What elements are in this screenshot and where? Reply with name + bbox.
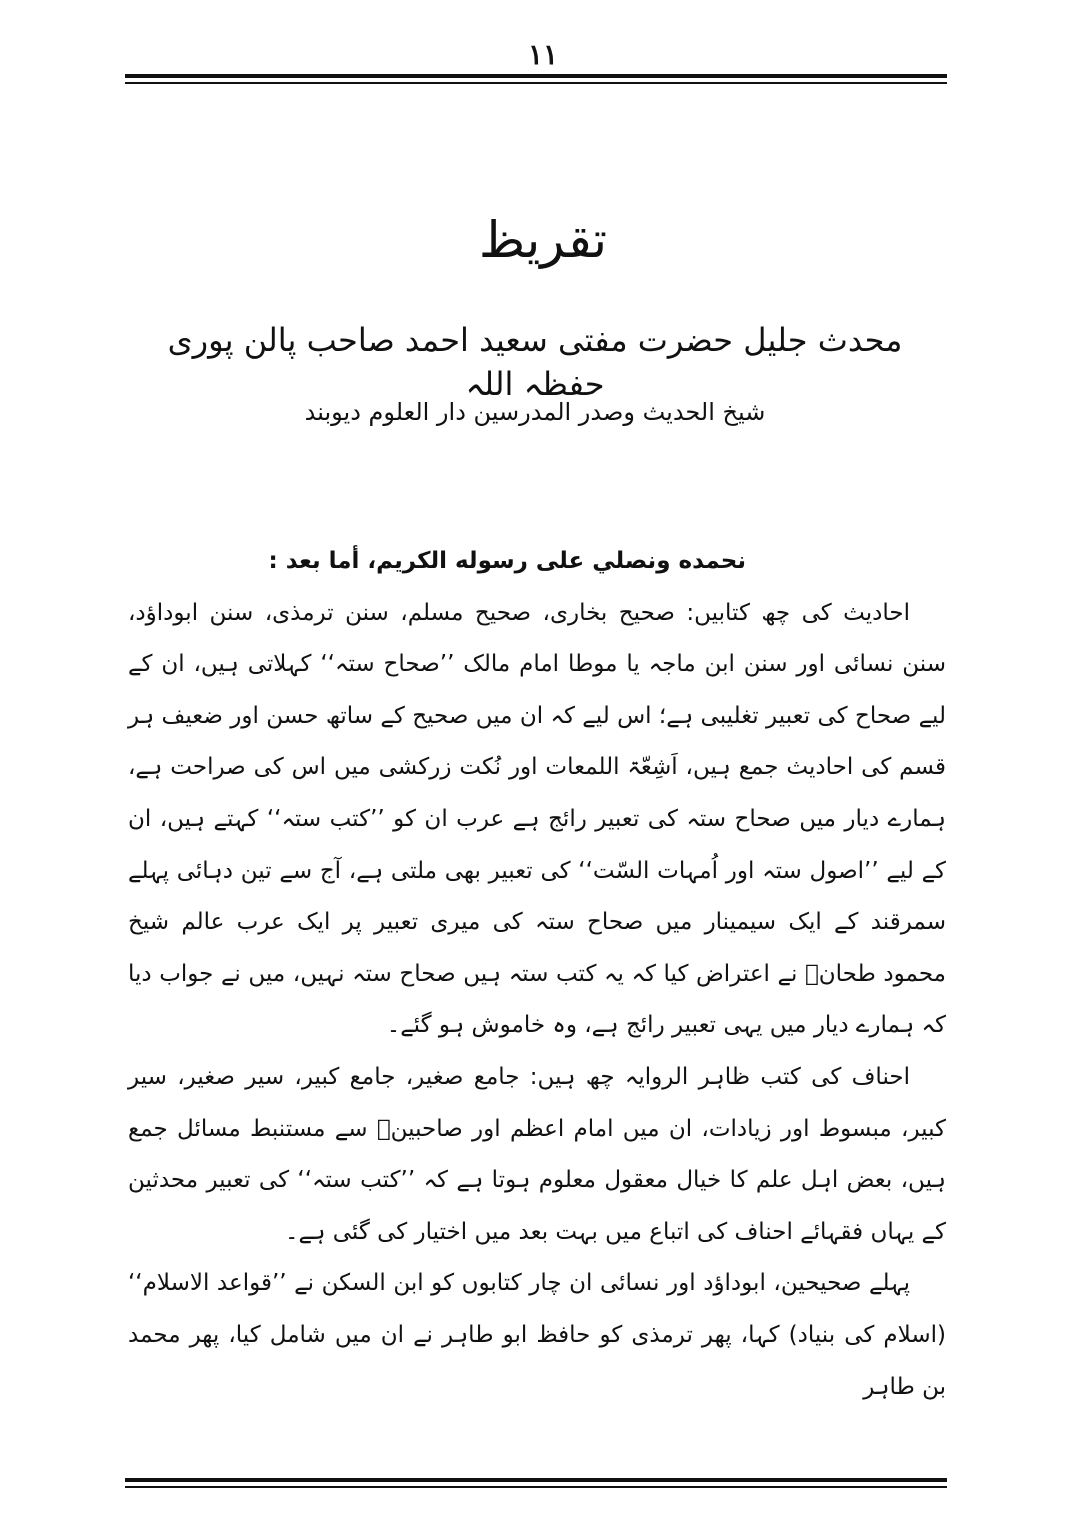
page-number: ١١ (527, 38, 559, 71)
author-line: محدث جلیل حضرت مفتی سعید احمد صاحب پالن پوری حفظہ اللہ (167, 321, 903, 403)
body-text (128, 536, 946, 1413)
paragraph-1: احادیث کی چھ کتابیں: صحیح بخاری، صحیح مسلم، سنن ترمذی، سنن ابوداؤد، سنن نسائی اور سنن ابن ماجہ یا موطا امام مالک ’’صحاح ستہ‘‘ کہلاتی ہیں، ان کے لیے صحاح کی تعبیر تغلیبی ہے؛ اس لیے کہ ان میں صحیح کے ساتھ حسن اور ضعیف ہر قسم کی احادیث جمع ہیں، اَشِعّۃ اللمعات اور نُکت زرکشی میں اس کی صراحت ہے، ہمارے دیار میں صحاح ستہ کی تعبیر رائج ہے عرب ان کو ’’کتب ستہ‘‘ کہتے ہیں، ان کے لیے ’’اصول ستہ اور اُمہات السّت‘‘ کی تعبیر بھی ملتی ہے، آج سے تین دہائی پہلے سمرقند کے ایک سیمینار میں صحاح ستہ کی میری تعبیر پر ایک عرب عالم شیخ محمود طحانؒ نے اعتراض کیا کہ یہ کتب ستہ ہیں صحاح ستہ نہیں، میں نے جواب دیا کہ ہمارے دیار میں یہی تعبیر رائج ہے، وہ خاموش ہو گئے۔ (128, 599, 946, 1039)
footer-rule (125, 1478, 947, 1488)
page-title: تقریظ (478, 211, 608, 269)
author-designation: شیخ الحدیث وصدر المدرسین دار العلوم دیوبند (304, 398, 766, 426)
opening-line: نحمده ونصلي على رسوله الكريم، أما بعد : (268, 548, 746, 574)
header-rule (125, 74, 947, 84)
paragraph-3: پہلے صحیحین، ابوداؤد اور نسائی ان چار کتابوں کو ابن السکن نے ’’قواعد الاسلام‘‘ (اسلام کی بنیاد) کہا، پھر ترمذی کو حافظ ابو طاہر نے ان میں شامل کیا، پھر محمد بن طاہر (128, 1270, 946, 1400)
paragraph-2: احناف کی کتب ظاہر الروایہ چھ ہیں: جامع صغیر، جامع کبیر، سیر صغیر، سیر کبیر، مبسوط اور زیادات، ان میں امام اعظم اور صاحبینؒ سے مستنبط مسائل جمع ہیں، بعض اہل علم کا خیال معقول معلوم ہوتا ہے کہ ’’کتب ستہ‘‘ کی تعبیر محدثین کے یہاں فقہائے احناف کی اتباع میں بہت بعد میں اختیار کی گئی ہے۔ (128, 1063, 946, 1245)
